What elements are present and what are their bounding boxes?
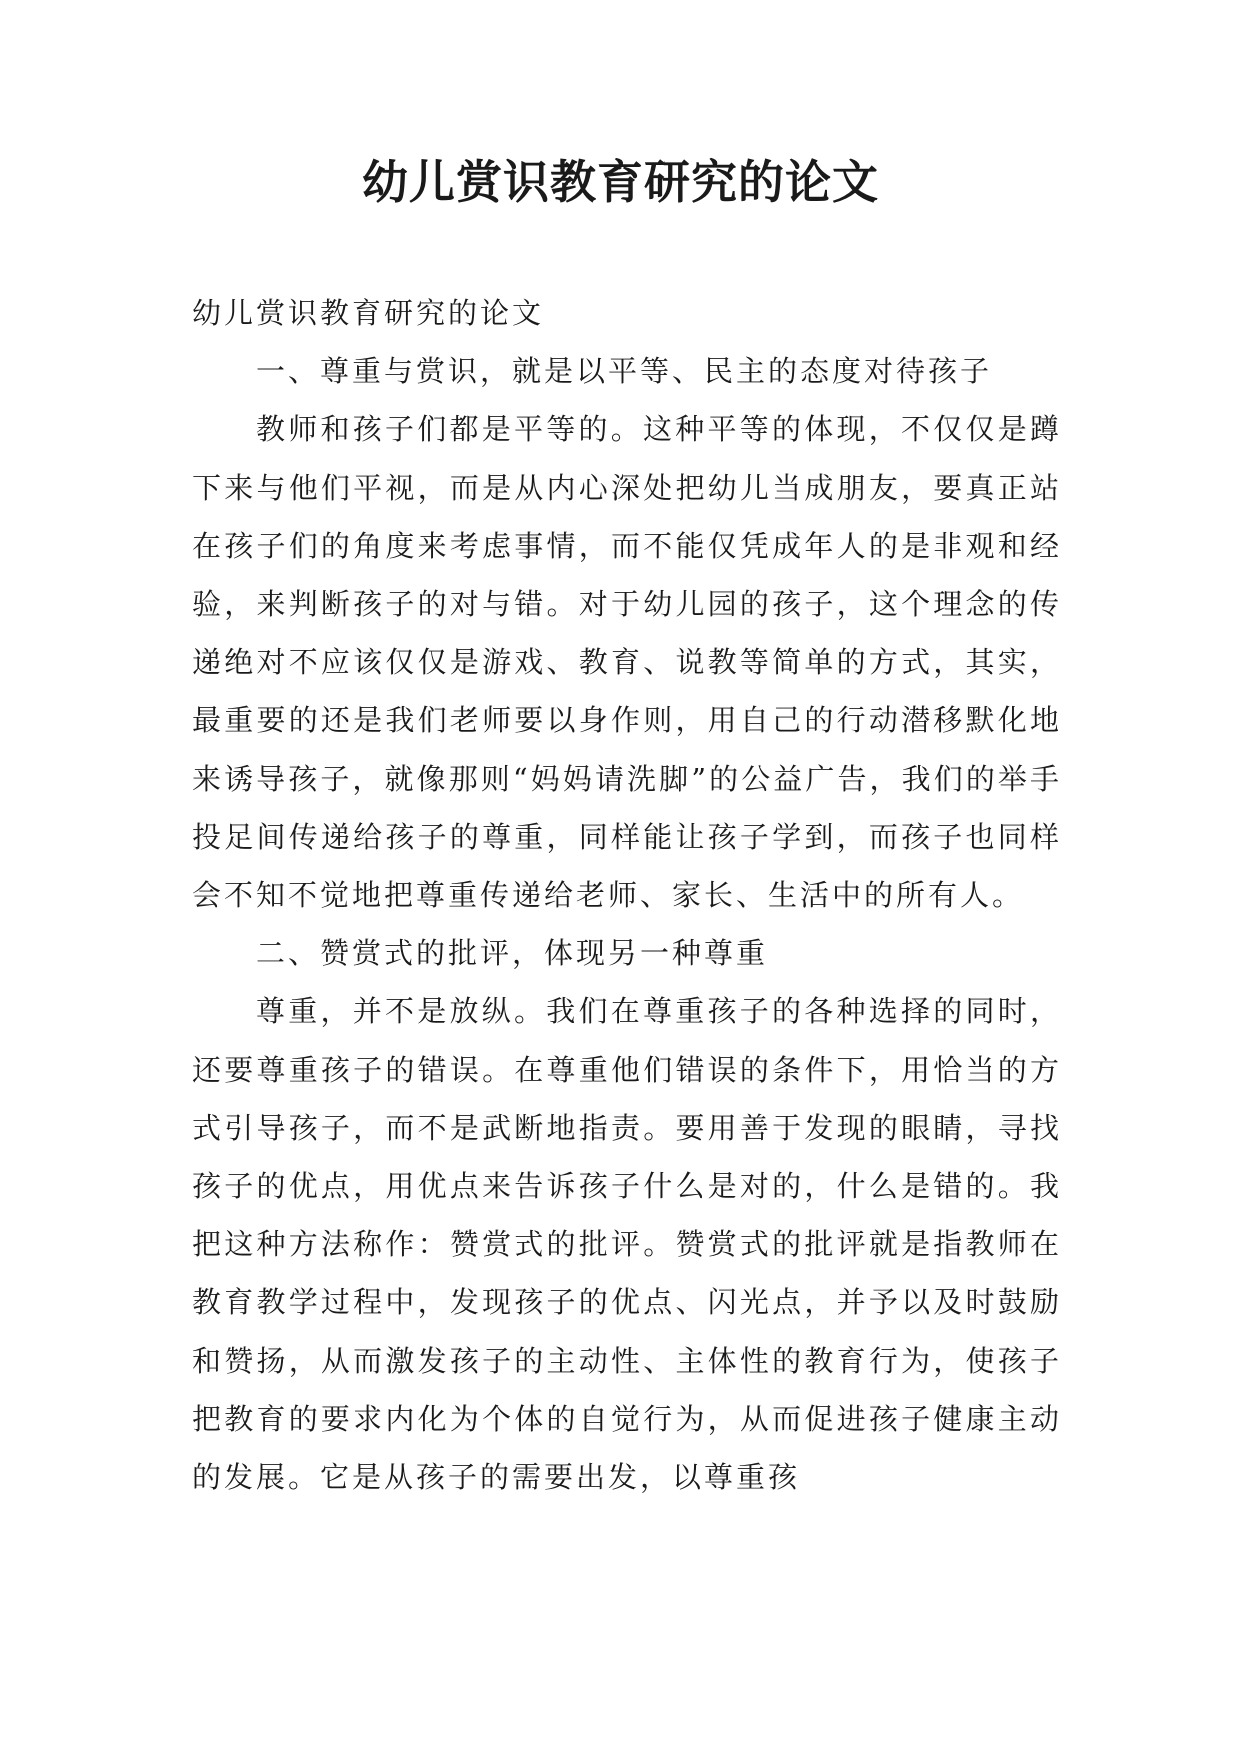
document-title: 幼儿赏识教育研究的论文 — [362, 155, 879, 209]
body-paragraph-1: 教师和孩子们都是平等的。这种平等的体现，不仅仅是蹲下来与他们平视，而是从内心深处把幼儿当成朋友，要真正站在孩子们的角度来考虑事情，而不能仅凭成年人的是非观和经验，来判断孩子的对与错。对于幼儿园的孩子，这个理念的传递绝对不应该仅仅是游戏、教育、说教等简单的方式，其实，最重要的还是我们老师要以身作则，用自己的行动潜移默化地来诱导孩子，就像那则“妈妈请洗脚”的公益广告，我们的举手投足间传递给孩子的尊重，同样能让孩子学到，而孩子也同样会不知不觉地把尊重传递给老师、家长、生活中的所有人。 — [192, 412, 1062, 913]
section-heading-2: 二、赞赏式的批评，体现另一种尊重 — [256, 936, 769, 971]
body-paragraph-2: 尊重，并不是放纵。我们在尊重孩子的各种选择的同时，还要尊重孩子的错误。在尊重他们错误的条件下，用恰当的方式引导孩子，而不是武断地指责。要用善于发现的眼睛，寻找孩子的优点，用优点来告诉孩子什么是对的，什么是错的。我把这种方法称作：赞赏式的批评。赞赏式的批评就是指教师在教育教学过程中，发现孩子的优点、闪光点，并予以及时鼓励和赞扬，从而激发孩子的主动性、主体性的教育行为，使孩子把教育的要求内化为个体的自觉行为，从而促进孩子健康主动的发展。它是从孩子的需要出发，以尊重孩 — [192, 994, 1062, 1495]
document-body — [192, 284, 1062, 1506]
section-heading-1: 一、尊重与赏识，就是以平等、民主的态度对待孩子 — [256, 354, 993, 389]
body-heading: 幼儿赏识教育研究的论文 — [192, 296, 545, 330]
